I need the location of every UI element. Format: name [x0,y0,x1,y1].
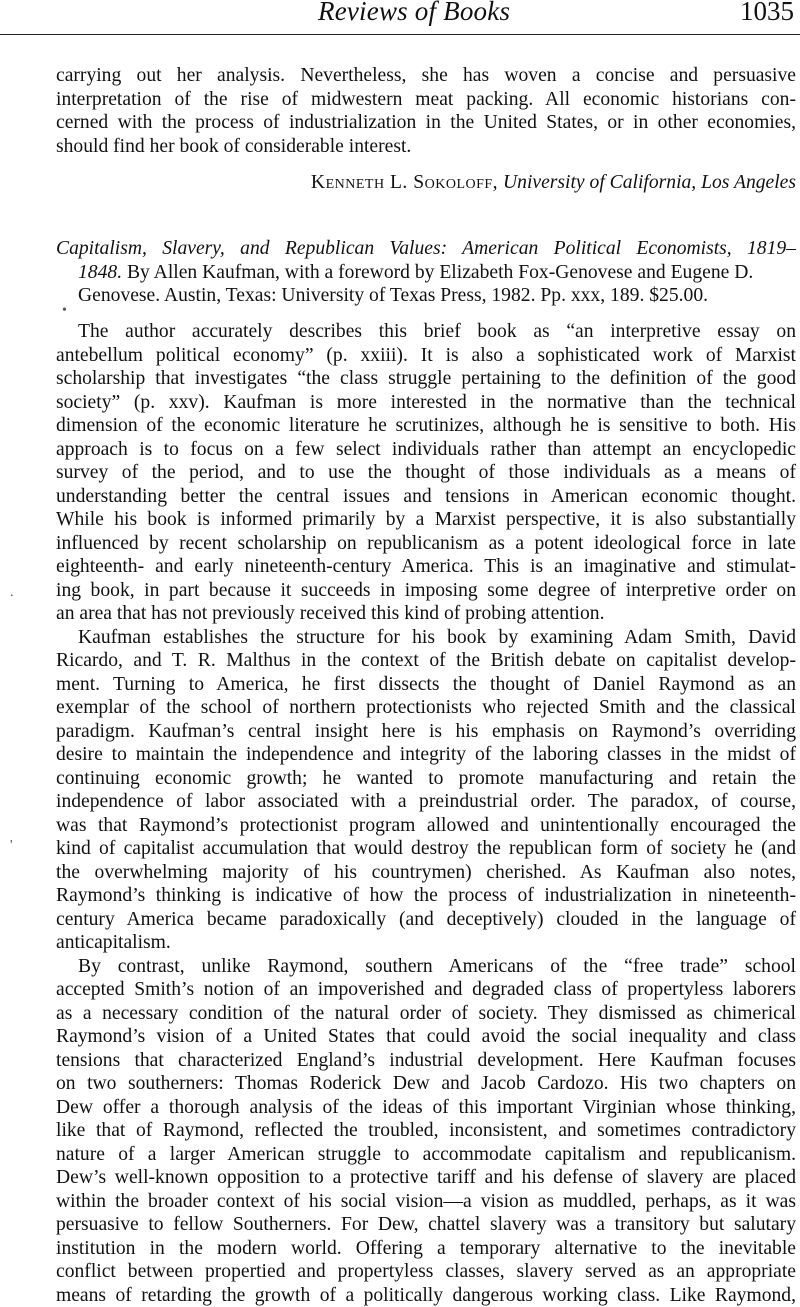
text-line: dimension of the economic literature he scrutinizes, although he is sensitive to both. His [56,414,796,438]
text-line: century America became paradoxically (and deceptively) clouded in the language of [56,908,796,932]
text-line: ment. Turning to America, he first dissects the thought of Daniel Raymond as an [56,673,796,697]
text-line: The author accurately describes this brief book as “an interpretive essay on [56,320,796,344]
header-rule [0,34,800,35]
text-line: society” (p. xxv). Kaufman is more interested in the normative than the technical [56,391,796,415]
review-paragraph [56,955,796,1307]
text-line: the overwhelming majority of his countrymen) cherished. As Kaufman also notes, [56,861,796,885]
text-line: cerned with the process of industrialization in the United States, or in other economies, [56,111,796,135]
text-line: approach is to focus on a few select individuals rather than attempt an encyclopedic [56,438,796,462]
scan-mark: ' [10,838,13,854]
reviewer-affiliation: University of California, Los Angeles [503,172,796,193]
text-line: within the broader context of his social vision—a vision as muddled, perhaps, as it was [56,1190,796,1214]
reviewer-name: Kenneth L. Sokoloff, [311,172,498,193]
book-title-year: 1848. [78,262,122,283]
reviewer-signature [311,172,796,194]
scan-mark: • [62,303,67,319]
review-body [56,320,796,1307]
text-line: conflict between propertied and propertyless classes, slavery served as an appropriate [56,1260,796,1284]
text-line: influenced by recent scholarship on republicanism as a potent ideological force in late [56,532,796,556]
running-title: Reviews of Books [318,0,510,27]
text-line: accepted Smith’s notion of an impoverished and degraded class of propertyless laborers [56,978,796,1002]
text-line: By contrast, unlike Raymond, southern Americans of the “free trade” school [56,955,796,979]
text-line: eighteenth- and early nineteenth-century America. This is an imaginative and stimulat- [56,555,796,579]
scan-mark: . [10,585,14,601]
text-line: anticapitalism. [56,931,796,955]
review-paragraph [56,320,796,626]
text-line: means of retarding the growth of a politically dangerous working class. Like Raymond, [56,1284,796,1307]
previous-review-ending [56,64,796,158]
book-title-line: Capitalism, Slavery, and Republican Values: American Political Economists, 1819– [56,237,796,261]
text-line: tensions that characterized England’s industrial development. Here Kaufman focuses [56,1049,796,1073]
text-line: nature of a larger American struggle to accommodate capitalism and republicanism. [56,1143,796,1167]
text-line: was that Raymond’s protectionist program allowed and unintentionally encouraged the [56,814,796,838]
page-header [0,0,800,32]
text-line: should find her book of considerable interest. [56,135,796,159]
text-line: Dew’s well-known opposition to a protective tariff and his defense of slavery are placed [56,1166,796,1190]
text-line: scholarship that investigates “the class struggle pertaining to the definition of the good [56,367,796,391]
text-line: persuasive to fellow Southerners. For Dew, chattel slavery was a transitory but salutary [56,1213,796,1237]
text-line: antebellum political economy” (p. xxiii). It is also a sophisticated work of Marxist [56,344,796,368]
text-line: kind of capitalist accumulation that would destroy the republican form of society he (and [56,837,796,861]
text-line: paradigm. Kaufman’s central insight here is his emphasis on Raymond’s overriding [56,720,796,744]
text-line: an area that has not previously received this kind of probing attention. [56,602,796,626]
text-line: exemplar of the school of northern protectionists who rejected Smith and the classical [56,696,796,720]
text-line: ing book, in part because it succeeds in imposing some degree of interpretive order on [56,579,796,603]
text-line: desire to maintain the independence and integrity of the laboring classes in the midst of [56,743,796,767]
text-line: carrying out her analysis. Nevertheless, she has woven a concise and persuasive [56,64,796,88]
text-line: independence of labor associated with a preindustrial order. The paradox, of course, [56,790,796,814]
text-line: institution in the modern world. Offering a temporary alternative to the inevitable [56,1237,796,1261]
text-line: interpretation of the rise of midwestern meat packing. All economic historians con- [56,88,796,112]
page-number: 1035 [740,0,794,27]
text-line: While his book is informed primarily by a Marxist perspective, it is also substantially [56,508,796,532]
text-line: like that of Raymond, reflected the troubled, inconsistent, and sometimes contradictory [56,1119,796,1143]
text-line: Ricardo, and T. R. Malthus in the context of the British debate on capitalist develop- [56,649,796,673]
book-authors: By Allen Kaufman, with a foreword by Elizabeth Fox-Genovese and Eugene D. [122,262,753,283]
text-line: Dew offer a thorough analysis of the ideas of this important Virginian whose thinking, [56,1096,796,1120]
text-line: Raymond’s vision of a United States that could avoid the social inequality and class [56,1025,796,1049]
book-publication-info: Genovese. Austin, Texas: University of Texas Press, 1982. Pp. xxx, 189. $25.00. [56,284,796,308]
text-line: continuing economic growth; he wanted to promote manufacturing and retain the [56,767,796,791]
text-line: Raymond’s thinking is indicative of how the process of industrialization in nineteenth- [56,884,796,908]
review-paragraph [56,626,796,955]
book-citation [56,237,796,308]
text-line: Kaufman establishes the structure for his book by examining Adam Smith, David [56,626,796,650]
text-line: as a necessary condition of the natural order of society. They dismissed as chimerical [56,1002,796,1026]
text-line: on two southerners: Thomas Roderick Dew and Jacob Cardozo. His two chapters on [56,1072,796,1096]
text-line: understanding better the central issues and tensions in American economic thought. [56,485,796,509]
text-line: survey of the period, and to use the thought of those individuals as a means of [56,461,796,485]
